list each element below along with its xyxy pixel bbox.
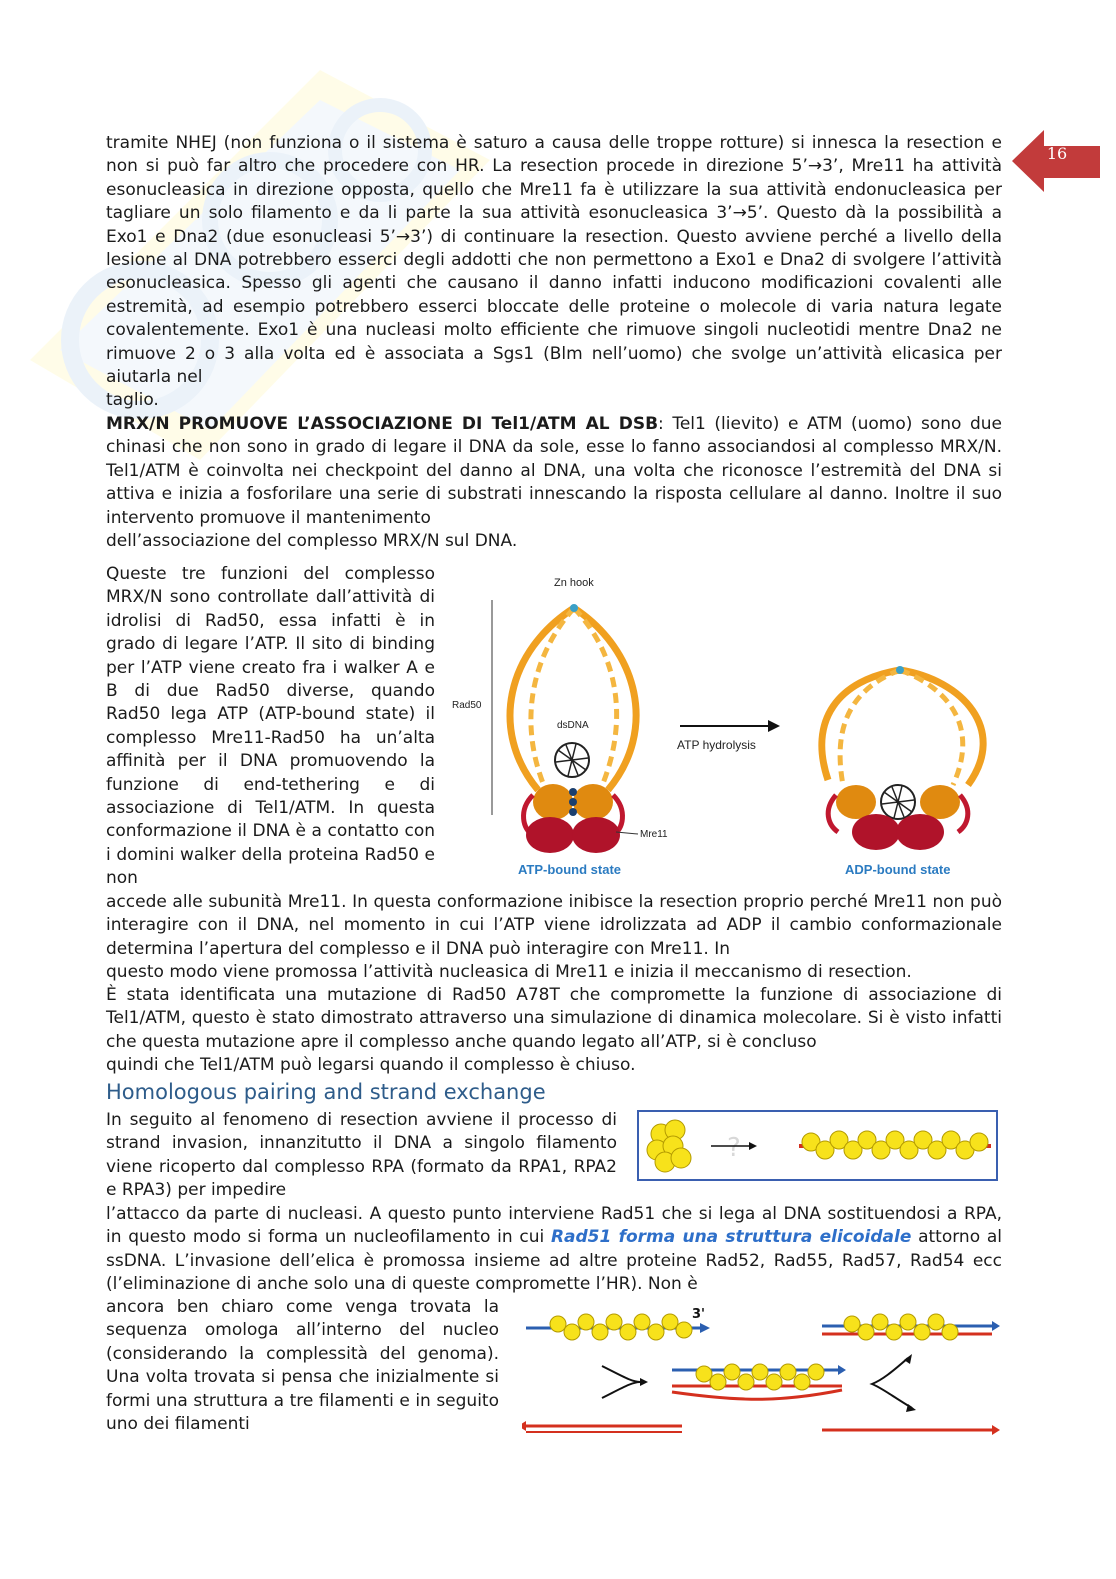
label-adp-bound-state: ADP-bound state <box>845 862 951 877</box>
figure-rpa-rad51 <box>637 1110 998 1181</box>
paragraph-resection: tramite NHEJ (non funziona o il sistema è saturo a causa delle troppe rotture) si innesca la resection e non si può far altro che procedere con HR. La resection procede in direzione 5’→3’, Mre11 ha attività esonucleasica in direzione opposta, quello che Mre11 fa è utilizzare la sua attività endonucleasica per tagliare un solo filamento e da li parte la sua attività esonucleasica 3’→5’. Questo dà la possibilità a Exo1 e Dna2 (due esonucleasi 5’→3’) di continuare la resection. Questo avviene perché a livello della lesione al DNA potrebbero esserci degli addotti che non permettono a Exo1 e Dna2 di svolgere l’attività esonucleasica. Spesso gli agenti che causano il danno infatti inducono modificazioni covalenti alle estremità, ad esempio potrebbero esserci bloccate delle proteine o molecole di varia natura legate covalentemente. Exo1 è una nucleasi molto efficiente che rimuove singoli nucleotidi mentre Dna2 ne rimuove 2 o 3 alla volta ed è associata a Sgs1 (Blm nell’uomo) che svolge un’attività elicasica per aiutarla nel taglio. <box>106 133 1002 411</box>
figure-strand-exchange <box>522 1302 1000 1442</box>
emphasis-rad51: Rad51 forma una struttura elicoidale <box>550 1227 912 1248</box>
paragraph-a78t: È stata identificata una mutazione di Rad50 A78T che compromette la funzione di associazione di Tel1/ATM, questo è stato dimostrato attraverso una simulazione di dinamica molecolare. Si è visto infatti che questa mutazione apre il complesso anche quando legato all’ATP, si è concluso quindi che Tel1/ATM può legarsi quando il complesso è chiuso. <box>106 985 1002 1076</box>
paragraph-mrx-tel1: MRX/N PROMUOVE L’ASSOCIAZIONE DI Tel1/ATM AL DSB: Tel1 (lievito) e ATM (uomo) sono due chinasi che non sono in grado di legare il DNA da sole, esse lo fanno associandosi al complesso MRX/N. Tel1/ATM è coinvolta nei checkpoint del danno al DNA, una volta che riconosce l’estremità del DNA si attiva e inizia a fosforilare una serie di substrati innescando la risposta cellulare al danno. Inoltre il suo intervento promuove il mantenimento dell’associazione del complesso MRX/N sul DNA. <box>106 414 1002 552</box>
label-zn-hook: Zn hook <box>554 577 594 589</box>
section-heading: Homologous pairing and strand exchange <box>106 1080 546 1104</box>
rad51-filament-icon <box>799 1131 991 1159</box>
paragraph-rad50-side: Queste tre funzioni del complesso MRX/N sono controllate dall’attività di idrolisi di Rad50, essa infatti è in grado di legare l’ATP. Il sito di binding per l’ATP viene creato fra i walker A e B di due Rad50 diverse, quando Rad50 lega ATP (ATP-bound state) il complesso Mre11-Rad50 ha un’alta affinità per il DNA promuovendo la funzione di end-tethering e di associazione di Tel1/ATM. In questa conformazione il DNA è a contatto con i domini walker della proteina Rad50 e non <box>106 564 435 889</box>
paragraph-homology-search: ancora ben chiaro come venga trovata la sequenza omologa all’interno del nucleo (considerando la complessità del genoma). Una volta trovata si pensa che inizialmente si formi una struttura a tre filamenti e in seguito uno dei filamenti <box>106 1297 499 1435</box>
zn-hook-icon <box>570 604 578 612</box>
rpa-cluster-icon <box>647 1120 691 1172</box>
paragraph-strand-invasion-side: In seguito al fenomeno di resection avviene il processo di strand invasion, innanzitutto il DNA a singolo filamento viene ricoperto dal complesso RPA (formato da RPA1, RPA2 e RPA3) per impedire <box>106 1110 617 1201</box>
section-subheading: MRX/N PROMUOVE L’ASSOCIAZIONE DI Tel1/ATM AL DSB <box>106 414 659 434</box>
paragraph-rad50-full: accede alle subunità Mre11. In questa conformazione inibisce la resection proprio perché Mre11 non può interagire con il DNA, nel momento in cui l’ATP viene idrolizzata ad ADP il cambio conformazionale determina l’apertura del complesso e il DNA può interagire con Mre11. In questo modo viene promossa l’attività nucleasica di Mre11 e inizia il meccanismo di resection. <box>106 892 1002 983</box>
label-mre11: Mre11 <box>640 829 668 840</box>
dsdna-icon <box>881 785 915 819</box>
label-atp-hydrolysis: ATP hydrolysis <box>677 738 756 752</box>
label-3-prime: 3' <box>692 1307 706 1322</box>
page-number: 16 <box>1046 144 1068 163</box>
label-dsdna: dsDNA <box>557 720 589 731</box>
svg-text:?: ? <box>727 1133 741 1163</box>
label-atp-bound-state: ATP-bound state <box>518 862 622 877</box>
label-rad50: Rad50 <box>452 700 482 711</box>
paragraph-rad51: l’attacco da parte di nucleasi. A questo punto interviene Rad51 che si lega al DNA sostituendosi a RPA, in questo modo si forma un nucleofilamento in cui Rad51 forma una struttura elicoidale attorno al ssDNA. L’invasione dell’elica è promossa insieme ad altre proteine Rad52, Rad55, Rad57, Rad54 ecc (l’eliminazione di anche solo una di queste compromette l’HR). Non è <box>106 1204 1002 1295</box>
figure-rad50-complex <box>448 570 1008 885</box>
dsdna-icon <box>555 743 589 777</box>
